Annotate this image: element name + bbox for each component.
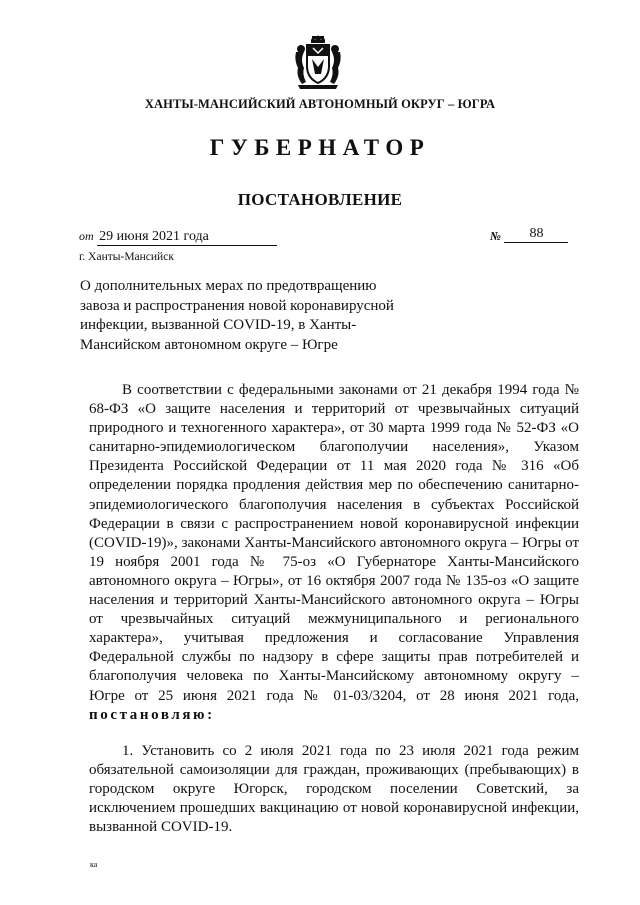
date-prefix: от bbox=[79, 229, 94, 243]
document-type: ПОСТАНОВЛЕНИЕ bbox=[237, 190, 403, 209]
decree-title: О дополнительных мерах по предотвращению завоза и распространения новой коронавирусной инфекции, вызванной COVID-19, в Ханты-Мансийском автономном округе – Югре bbox=[80, 278, 394, 353]
footer-mark: ка bbox=[90, 860, 98, 869]
preamble-text: В соответствии с федеральными законами от 21 декабря 1994 года № 68-ФЗ «О защите населения и территорий от чрезвычайных ситуаций природного и техногенного характера», от 30 марта 1999 года № 52-ФЗ «О санитарно-эпидемиологическом благополучии населения», Указом Президента Российской Федерации от 11 мая 2020 года № 316 «Об определении порядка продления действия мер по обеспечению санитарно-эпидемиологического благополучия населения в субъектах Российской Федерации в связи с распространением новой коронавирусной инфекции (COVID-19)», законами Ханты-Мансийского автономного округа – Югры от 19 ноября 2001 года № 75-оз «О Губернаторе Ханты-Мансийского автономного округа – Югры», от 16 октября 2007 года № 135-оз «О защите населения и территорий Ханты-Мансийского автономного округа – Югры от чрезвычайных ситуаций межмуниципального и регионального характера», учитывая предложения и согласование Управления Федеральной службы по надзору в сфере защиты прав потребителей и благополучия человека по Ханты-Мансийскому автономному округу – Югре от 25 июня 2021 года № 01-03/3204, от 28 июня 2021 года, bbox=[89, 382, 579, 704]
number-value: 88 bbox=[504, 226, 568, 243]
clause-1: 1. Установить со 2 июля 2021 года по 23 июля 2021 года режим обязательной самоизоляции для граждан, проживающих (пребывающих) в городском округе Югорск, городском поселении Советский, за исключением прошедших вакцинацию от новой коронавирусной инфекции, вызванной COVID-19. bbox=[89, 742, 579, 836]
office-title: ГУБЕРНАТОР bbox=[209, 135, 431, 160]
preamble-paragraph bbox=[89, 381, 579, 725]
coat-of-arms-icon bbox=[292, 34, 344, 90]
number-prefix: № bbox=[490, 229, 501, 243]
decree-body bbox=[89, 381, 579, 837]
region-name: ХАНТЫ-МАНСИЙСКИЙ АВТОНОМНЫЙ ОКРУГ – ЮГРА bbox=[144, 97, 496, 111]
decree-keyword: постановляю: bbox=[89, 706, 215, 723]
decree-date bbox=[79, 229, 277, 246]
date-value: 29 июня 2021 года bbox=[97, 229, 277, 246]
issue-city: г. Ханты-Мансийск bbox=[79, 251, 174, 263]
decree-number bbox=[490, 226, 568, 246]
